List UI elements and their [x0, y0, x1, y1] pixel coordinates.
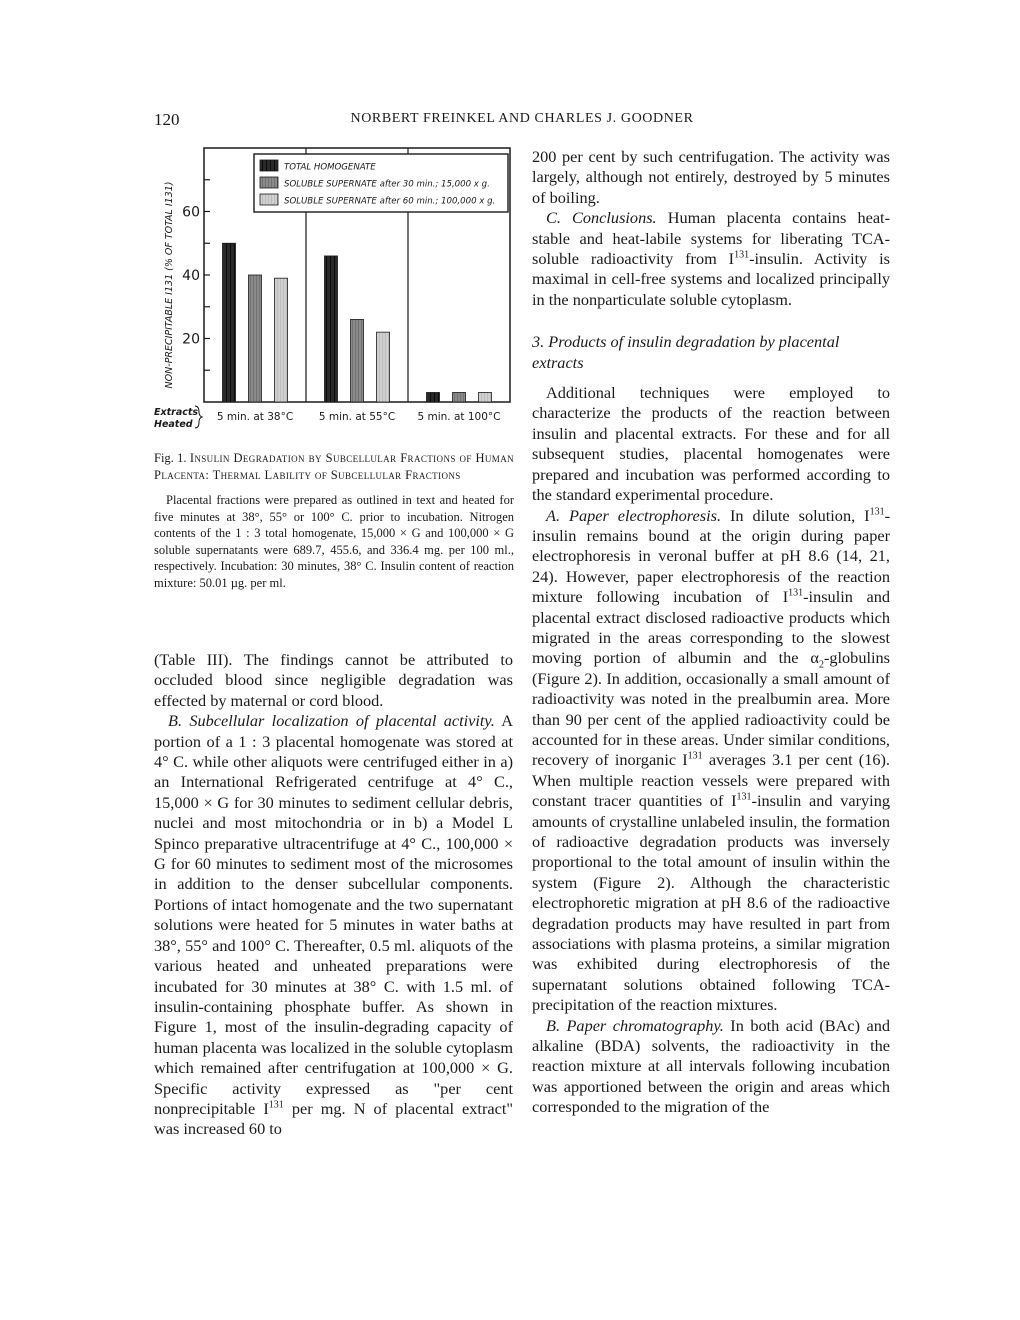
running-head: NORBERT FREINKEL AND CHARLES J. GOODNER: [350, 111, 694, 126]
right-paragraph-2: [532, 208, 890, 310]
legend-label-2: SOLUBLE SUPERNATE after 30 min.; 15,000 x g.: [284, 179, 490, 190]
right-paragraph-5: [532, 1016, 890, 1118]
subsection-body-c: Human placenta contains heat-stable and heat-labile systems for liberating TCA-soluble radioactivity from $I^{131}$-insulin. Activity is maximal in cell-free systems and localized principally in the nonparticulate soluble cytoplasm.: [532, 208, 891, 309]
subsection-heading-a: A. Paper electrophoresis.: [546, 505, 722, 525]
bar-1-1: [223, 243, 236, 402]
bar-1-2: [325, 256, 338, 402]
bar-3-3: [479, 392, 492, 402]
left-column: [154, 650, 513, 1140]
x-row-label-line-2: Heated: [154, 419, 193, 430]
y-axis-label: NON-PRECIPITABLE I131 (% OF TOTAL I131): [164, 181, 175, 389]
bar-2-3: [453, 392, 466, 402]
bar-2-1: [249, 275, 262, 402]
subsection-heading-b: B. Subcellular localization of placental activity.: [168, 711, 495, 731]
caption-body: Placental fractions were prepared as outlined in text and heated for five minutes at 38°, 55° or 100° C. prior to incubation. Nitrogen contents of the 1 : 3 total homogenate, 15,000 × G and 100,000 × G soluble supernatants were 689.7, 455.6, and 336.4 mg. per 100 ml., respectively. Incubation: 30 minutes, 38° C. Insulin content of reaction mixture: 50.01 µg. per ml.: [154, 493, 514, 590]
page-number: 120: [154, 110, 180, 129]
legend-swatch-1: [260, 160, 278, 171]
subsection-body-b2: In both acid (BAc) and alkaline (BDA) solvents, the radioactivity in the reaction mixture at all intervals following incubation was apportioned between the origin and areas which corresponded to the migration of the: [532, 1015, 891, 1117]
bar-1-3: [427, 392, 440, 402]
page-header: [154, 110, 890, 132]
legend-swatch-2: [260, 177, 278, 188]
subsection-heading-b2: B. Paper chromatography.: [546, 1015, 724, 1035]
y-tick-label: 60: [182, 204, 200, 221]
figure-caption: [154, 450, 514, 592]
bar-3-1: [275, 278, 288, 402]
y-tick-label: 20: [182, 331, 200, 348]
caption-title: Insulin Degradation by Subcellular Fractions of Human Placenta: Thermal Lability of Subcellular Fractions: [154, 451, 514, 482]
x-category-label: 5 min. at 55°C: [318, 411, 396, 423]
bar-3-2: [377, 332, 390, 402]
subsection-body-b: A portion of a 1 : 3 placental homogenate was stored at 4° C. while other aliquots were centrifuged either in a) an International Refrigerated centrifuge at 4° C., 15,000 × G for 30 minutes to sediment cellular debris, nuclei and most mitochondria or in b) a Model L Spinco preparative ultracentrifuge at 4° C., 100,000 × G for 60 minutes to sediment most of the microsomes in addition to the denser subcellular components. Portions of intact homogenate and the two supernatant solutions were heated for 5 minutes in water baths at 38°, 55° and 100° C. Thereafter, 0.5 ml. aliquots of the various heated and unheated preparations were incubated for 30 minutes at 38° C. with 1.5 ml. of insulin-containing phosphate buffer. As shown in Figure 1, most of the insulin-degrading capacity of human placenta was localized in the soluble cytoplasm which remained after centrifugation at 100,000 × G. Specific activity expressed as "per cent nonprecipitable $I^{131}$ per mg. N of placental extract" was increased 60 to: [154, 711, 513, 1139]
y-tick-label: 40: [182, 268, 200, 284]
right-paragraph-1: 200 per cent by such centrifugation. The activity was largely, although not entirely, destroyed by 5 minutes of boiling.: [532, 147, 890, 207]
left-paragraph-1: (Table III). The findings cannot be attributed to occluded blood since negligible degradation was effected by maternal or cord blood.: [154, 650, 513, 710]
x-category-label: 5 min. at 100°C: [417, 411, 501, 423]
subsection-body-a: In dilute solution, $I^{131}$-insulin remains bound at the origin during paper electrophoresis in veronal buffer at pH 8.6 (14, 21, 24). However, paper electrophoresis of the reaction mixture following incubation of $I^{131}$-insulin and placental extract disclosed radioactive products which migrated in the areas corresponding to the slowest moving portion of albumin and the $\alpha_2$-globulins (Figure 2). In addition, occasionally a small amount of radioactivity was noted in the prealbumin area. More than 90 per cent of the applied radioactivity could be accounted for in these areas. Under similar conditions, recovery of inorganic $I^{131}$ averages 3.1 per cent (16). When multiple reaction vessels were prepared with constant tracer quantities of $I^{131}$-insulin and varying amounts of crystalline unlabeled insulin, the formation of radioactive degradation products was inversely proportional to the total amount of insulin within the system (Figure 2). Although the characteristic electrophoretic migration at pH 8.6 of the radioactive degradation products may have resulted in part from associations with plasma proteins, a similar migration was exhibited during electrophoresis of the supernatant solutions obtained following TCA-precipitation of the reaction mixtures.: [532, 505, 890, 1015]
legend-swatch-3: [260, 194, 278, 205]
right-paragraph-4: [532, 506, 890, 1016]
right-column: [532, 147, 890, 1118]
x-row-label-line-1: Extracts: [154, 407, 199, 418]
legend-label-1: TOTAL HOMOGENATE: [284, 162, 376, 173]
legend-label-3: SOLUBLE SUPERNATE after 60 min.; 100,000 x g.: [284, 196, 496, 207]
caption-prefix: Fig. 1.: [154, 451, 187, 465]
x-category-label: 5 min. at 38°C: [216, 411, 294, 423]
right-paragraph-3: Additional techniques were employed to characterize the products of the reaction between insulin and placental extracts. For these and for all subsequent studies, placental homogenates were prepared and incubation was performed according to the standard experimental procedure.: [532, 383, 890, 505]
figure-1: [154, 140, 514, 440]
left-paragraph-2: [154, 711, 513, 1140]
bar-2-2: [351, 319, 364, 402]
section-heading-3: 3. Products of insulin degradation by placental extracts: [532, 332, 840, 372]
subsection-heading-c: C. Conclusions.: [546, 208, 657, 228]
bar-chart: [154, 140, 514, 440]
